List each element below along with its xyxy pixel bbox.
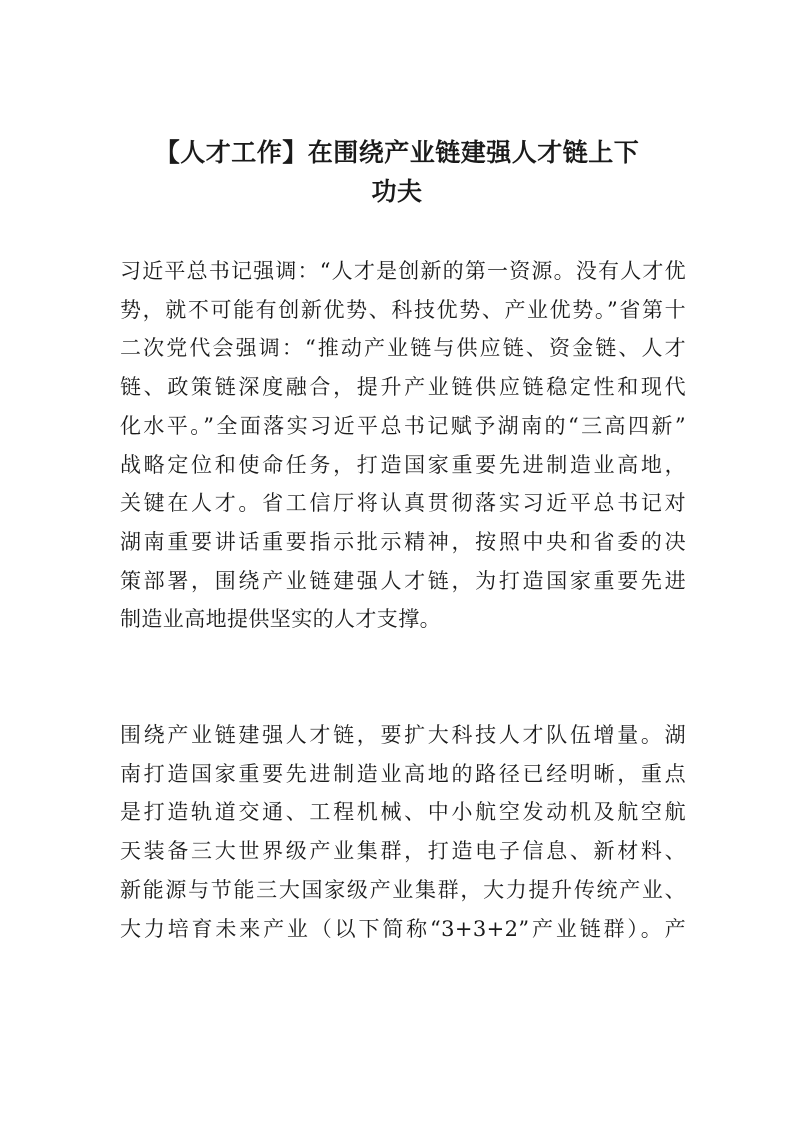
paragraph-1 — [120, 252, 686, 639]
paragraph-2 — [120, 716, 686, 948]
paragraph-line: 战略定位和使命任务，打造国家重要先进制造业高地， — [120, 452, 686, 477]
document-title — [110, 133, 684, 211]
paragraph-line: 新能源与节能三大国家级产业集群，大力提升传统产业、 — [120, 877, 686, 902]
paragraph-line: 链、政策链深度融合，提升产业链供应链稳定性和现代 — [120, 375, 686, 400]
title-line: 【人才工作】在围绕产业链建强人才链上下 — [154, 138, 640, 167]
paragraph-line: 二次党代会强调：“推动产业链与供应链、资金链、人才 — [120, 336, 686, 361]
paragraph-line: 南打造国家重要先进制造业高地的路径已经明晰，重点 — [120, 761, 686, 786]
paragraph-line: 湖南重要讲话重要指示批示精神，按照中央和省委的决 — [120, 529, 686, 554]
paragraph-line: 势，就不可能有创新优势、科技优势、产业优势。”省第十 — [120, 297, 686, 322]
paragraph-line: 习近平总书记强调：“人才是创新的第一资源。没有人才优 — [120, 259, 686, 283]
paragraph-line: 天装备三大世界级产业集群，打造电子信息、新材料、 — [120, 839, 686, 864]
paragraph-line: 化水平。”全面落实习近平总书记赋予湖南的“三高四新” — [120, 413, 686, 438]
paragraph-line: 关键在人才。省工信厅将认真贯彻落实习近平总书记对 — [120, 491, 686, 516]
title-line: 功夫 — [371, 177, 423, 206]
paragraph-line: 策部署，围绕产业链建强人才链，为打造国家重要先进 — [120, 568, 686, 593]
paragraph-line: 围绕产业链建强人才链，要扩大科技人才队伍增量。湖 — [120, 723, 686, 747]
paragraph-line: 是打造轨道交通、工程机械、中小航空发动机及航空航 — [120, 800, 686, 825]
paragraph-line: 大力培育未来产业（以下简称“3+3+2”产业链群）。产 — [120, 916, 686, 941]
paragraph-line: 制造业高地提供坚实的人才支撑。 — [120, 607, 441, 632]
